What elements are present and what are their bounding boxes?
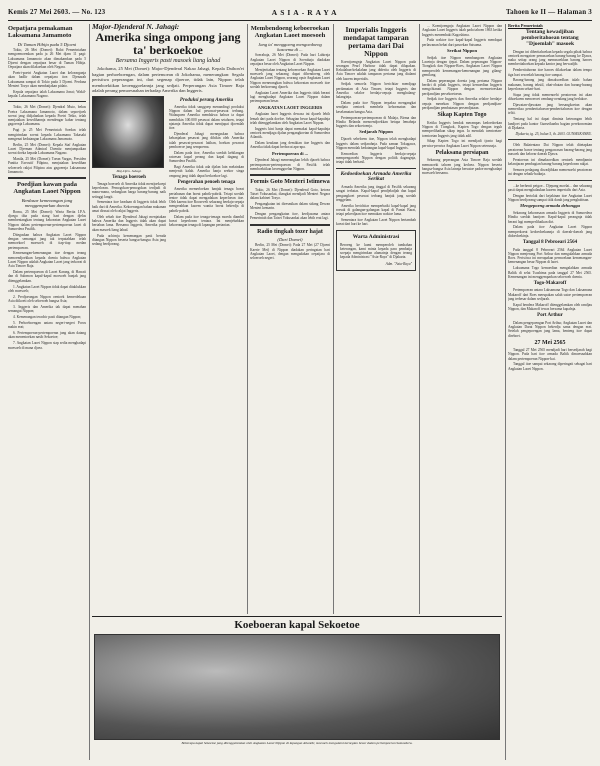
article-body: [250, 243, 330, 260]
notice-signature: Adm. "Asia-Raya": [385, 261, 412, 266]
paragraph: Armada Amerika jang tinggal di Pasifik sekarang sangat terbatas. Kapal-kapal pendjeladjah dan kapal pengangkoet pesawat terbang banjak jang soedah tenggelam.: [336, 185, 416, 202]
columns: [8, 24, 592, 760]
section-heading: Pelaksana persiapan: [435, 149, 489, 156]
paragraph: Kemoedian Inggeris berdaja-oepaja mempengaroehi Nippon dengan politik dagangnja, tetapi tidak berhasil.: [336, 151, 416, 165]
article-body: [250, 188, 330, 221]
paragraph: Bagi Amerika tidak ada djalan lain melainkan menjerah kalah. Amerika hanja seekor singa ompong jang tidak dapat berkoekoe lagi.: [169, 165, 244, 178]
paragraph: Oleh Balatentara Dai Nippon telah ditetapkan peratoeran baroe tentang pengawasan barang-barang jang masoek dan keloear daerah Djawa.: [508, 143, 592, 157]
paragraph: Djaoeh sebeloem itoe, Nippon telah menghadapi Inggeris dalam sedjarahnja. Pada zaman Tokugawa, Nippon menolak kedatangan kapal-kapal Inggeris.: [336, 137, 416, 150]
section-heading: Mengepoeng armada dehongga: [520, 203, 580, 209]
paragraph: Tanggal itoe sampai sekarang diperingati sebagai hari Angkatan Laoet Nippon.: [508, 362, 592, 371]
article-two-column: [92, 96, 244, 249]
sunken-ships-photo: [94, 634, 500, 740]
paragraph: Pertempoeran-pertempoeran di Malaja, Birma dan Hindia Belanda menoendjoekkan betapa lemahnja Inggeris dan sekoetoenja.: [336, 115, 416, 129]
section-heading: Serikat Nippon: [447, 47, 477, 53]
paragraph: Sementara itoe keadaan di Inggeris tidak lebih baik dari di Amerika. Kekoerangan bahan makanan amat dirasai oleh rakjat Inggeris.: [92, 200, 166, 214]
section-heading: Sedjarah Nippon: [359, 129, 393, 135]
article-body: [508, 348, 592, 371]
divider: [250, 174, 330, 176]
article-headline: Amerika singa ompong jang ta' berkoekoe: [95, 30, 241, 57]
paragraph: Dalam pada itoe Nippon terpaksa mengangkat sendjata oentoek membela kehormatan dan keselamatan bangsa Asia.: [336, 101, 416, 114]
paragraph: Barang-barang jang dimaksoedkan ialah: bahan makanan, barang tekstil, obat-obatan dan barang-barang keperloean sehari-hari.: [508, 78, 592, 91]
article-body: [336, 185, 416, 227]
paragraph: Mentjeritakan tentang keboeroekan Angkatan Laoet moesoeh jang sekarang dapat dibendoeng oleh Angkatan Laoet Nippon, seorang opsir Angkatan Laoet Nippon menerangkan bahwa kekoeatan moesoeh itoe soedah berkoerang djaoeh.: [250, 67, 330, 90]
article-body: [508, 248, 592, 280]
paragraph: Sedjak semoela Nippon berichtiar mendjaga perdamaian di Asia Timoer, tetapi Inggeris dan Amerika selaloe berdaja-oepaja menghalang-halanginja.: [336, 82, 416, 100]
list-item: 2. Perdjoeangan Nippon oentoek kemerdekaan Asia diikoeti oleh seloeroeh bangsa Asia;: [8, 295, 86, 304]
masthead-title: ASIA-RAYA: [271, 7, 340, 17]
paragraph: Dalam peperangan doenia jang pertama Nippon berdiri di pihak Inggeris, tetapi kemoedian Inggeris mengchianati Nippon dengan memoetoeskan perdjandjian persekoetoean.: [422, 78, 502, 96]
article-body: [508, 321, 592, 338]
paragraph: Dalam keadaan jang demikian itoe Inggeris dan Amerika tidak dapat berbocat apa-apa.: [250, 141, 330, 150]
article-subheadline: Berdasar kemenangan jang menggemparkan doenia: [21, 197, 73, 209]
list-item: 7. Angkatan Laoet Nippon siap sedia menghadapi moesoeh di mana djoea.: [8, 341, 86, 350]
column-rule: [333, 24, 334, 614]
paragraph: Djawatan-djawatan jang bersangkoetan akan memeriksa pemberitahoean-pemberitahoean itoe dengan teliti.: [508, 102, 592, 116]
paragraph: Pada waktoe itoe kapal-kapal Inggeris mendapat perlawanan hebat dari pasoekan Satsuma.: [422, 38, 502, 47]
article-headline: Radio tingkah tozer hajat: [257, 228, 323, 235]
column-5: [422, 24, 502, 614]
article-headline: Tentang kewadjiban pemberitahoean tentang "Djoemlah" masoek: [521, 29, 579, 47]
article-body: [250, 53, 330, 103]
list-item: 3. Inggeris dan Amerika tak dapat menahan semangat Nippon;: [8, 305, 86, 314]
article-body: [508, 184, 592, 203]
column-rule: [247, 24, 248, 614]
paragraph: Pertempoeran antara Laksamana Togo dan Laksamana Makaroff dari Roes merupakan salah satoe pertempoeran jang terbesar dalam sedjarah.: [508, 288, 592, 301]
article-body: [508, 50, 592, 131]
paragraph: Tentang hal ini dapat diminta keterangan lebih landjoet pada kantor Gunseikanbu bagian perekonomian di Djakarta.: [508, 117, 592, 130]
article-body: [8, 210, 86, 283]
section-heading: 27 Mei 2565: [534, 339, 566, 346]
paragraph: Jokohama, 25 Mei (Domei): Major-Djenderal Nakao Jahagi, Kepala Daihon'ei bagian perhoeboengan, dalam pertemoean di Jokohama, menerangkan: Segala peristiwa peperangan ini, dari segenap djoeroe, tidak lain, Nippon telah memboektikan keoenggoelannja jang sedjati. Perperangan Asia Timoer Raja adalah perang pemoesnahan terhadap Amerika dan Inggeris.: [92, 66, 244, 94]
paragraph: Ditegaskan bahwa Angkatan Laoet Nippon dengan semangat jang tak terpatahkan telah memoekoel moesoeh di tiap-tiap medan pertempoeran.: [8, 232, 86, 250]
paragraph: Tokio, 26 Mei (Domei): Djendral Muto, bekas Poetra Laksamana Jamamoto, dalam sepoetjoek soerat jang didjalankan kepada Poetri Teiko, telah menjatakan kesedihannja mendengar kabar tentang gagoernja Laksamana.: [8, 105, 86, 127]
paragraph: Sedjak itoe Inggeris dan Amerika selaloe berdaja-oepaja menekan Nippon dengan perdjandjian-perdjandjian pembatasan persendjataan.: [422, 97, 502, 111]
list-item: 5. Perhoeboengan antara negeri-negeri Poros makin erat;: [8, 321, 86, 330]
list-item: 4. Kemenangan terachir pasti ditangan Nippon;: [13, 315, 82, 320]
paragraph: Dengan bertolak dari kejakinan itoe Angkatan Laoet Nippon berdjoeang sampai titik darah jang penghabisan.: [508, 193, 592, 202]
column-2: [92, 24, 244, 614]
paragraph: Pemberitahoean itoe haroes dilakoekan dalam tempo tiga hari sesoedah barang itoe sampai.: [508, 68, 592, 77]
feature-headline: Koeboeran kapal Sekoetoe: [234, 619, 360, 631]
paragraph: Pada tanggal 8 Pebroeari 2564 Angkatan Laoet Nippon menjerang Port Arthur dan mengalahkan armada Roes. Peristiwa ini merupakan permoelaan kemenangan-kemenangan besar Nippon di laoet.: [508, 247, 592, 265]
paragraph: Pada achirnja kemenangan pasti berada ditangan Nippon beserta bangsa-bangsa Asia jang sedang berdjoeang.: [92, 233, 166, 247]
article-headline: Oepatjara pemakaman Laksamana Jamamoto: [8, 25, 73, 39]
paragraph: Amerika berichtiar memperbaiki kapal-kapal jang roesak di galangan-galangan kapal di Pantai Barat, tetapi pekerdjaan itoe memakan waktoe lama.: [336, 203, 416, 217]
section-heading: Sikap Kapten Togo: [437, 112, 487, 119]
paragraph: Berlin, 25 Mei (Domei): Pada 27 Mei (27 Djoeni Kaerie Mei) di Nippon diadakan peringatan hari Angkatan Laoet, dengan mengadakan oepatjara di seloeroeh negeri.: [250, 243, 330, 261]
column-4: [336, 24, 416, 614]
section-heading: Produksi perang Amerika: [179, 97, 234, 103]
article-headline: Formis Goto Menteri Istimewa: [250, 179, 330, 186]
portrait-photo: [92, 96, 164, 168]
paragraph: Angkatan Laoet Amerika dan Inggeris tidak berani lagi menghadapi Angkatan Laoet Nippon dalam pertempoeran besar.: [250, 90, 330, 104]
article-body: [336, 137, 416, 164]
column-rule: [419, 24, 420, 614]
paragraph: Semoea pedagang diwadjibkan memenoehi peratoeran ini dengan sebaik-baiknja.: [508, 167, 592, 177]
paragraph: Dalam pengepoengan Port Arthur, Angkatan Laoet dan Angkatan Darat Nippon bekerdja sama dengan erat. Setelah pengepoengan jang lama, benteng itoe dapat direboet.: [508, 320, 592, 338]
article-subheadline: Di Taman Hibija pada 5 Djoeni: [17, 41, 77, 47]
section-heading: Pengerahan penoeh tenaga: [177, 180, 236, 186]
article-body: [508, 143, 592, 176]
paragraph: Djenderal Jahagi menerangkan lebih djaoeh bahwa pertempoeran-pertempoeran di Pasifik telah memboektikan keoenggoelan Nippon.: [250, 158, 330, 171]
article-body: [250, 112, 330, 149]
paragraph: Roma, 25 Mei (Domei): Warta Berita I.P.A. djoega tiba pada siang hari dengan djelas membentangkan tentang kekoeatan Angkatan Laoet Nippon dalam pertempoeran-pertempoeran laoet di Samoedera Pasifik.: [8, 209, 86, 231]
article-body: [508, 211, 592, 238]
paragraph: Dalam pada itoe tenaga-tenaga moeda diambil boeat keperloean tentara. Ini menjebabkan kekoerangan tenaga di lapangan pertanian.: [169, 214, 244, 228]
paragraph: Sekarang peperangan Asia Timoer Raja soedah memasoeki tahoen jang kedoea. Nippon beserta bangsa-bangsa Asia lainnja bersatoe padoe menghadapi moesoeh bersama.: [422, 158, 502, 176]
column-7: [508, 24, 592, 760]
article-subheadline: Bersama Inggeris pasti masoek liang lahad: [115, 58, 221, 65]
paragraph: Pagi ja 25 Mei Pemerintah Soedan telah mengirimkan soerat kepada Laksamana Takasaki mengenai kedatangan Laksamana Jamamoto.: [8, 128, 86, 141]
article-byline: Major-Djenderal N. Jahagi:: [92, 24, 180, 31]
article-body: [169, 105, 244, 178]
paragraph: Djenderal Jahagi menegaskan bahwa kebanjakan pesawat jang dibikin oleh Amerika ialah pesawat-pesawat latihan, boekan pesawat pemboeroe jang sempoerna.: [169, 132, 244, 149]
paragraph: Dengan pengangkatan itoe, kerdjasama antara Pemerintah dan Taisei Yokusankai akan lebih erat lagi.: [250, 212, 330, 221]
list-item: 6. Pertempoeran-pertempoeran jang akan datang akan menentoekan nasib Sekoetoe;: [8, 331, 86, 340]
paragraph: Amerika tidak sanggoep menandingi produksi Nippon dalam hal pesawat-pesawat terbang. Walaupoen Amerika mendakwa bahwa ia dapat membikin 100.000 pesawat dalam setahoen, tetapi njatanja Amerika tidak dapat mentjapai djoemlah itoe.: [169, 104, 244, 131]
paragraph: Kepala oepatjara ialah Laksamana Jonai; Wakil-kepala: Laksamana Nagano.: [8, 89, 86, 98]
divider: [508, 139, 592, 140]
subcolumn: [92, 96, 166, 249]
paragraph: Sedjak itoe Nippon membangoen Angkatan Laoetnja dengan tjepat. Dalam peperangan Nippon-Tiongkok dan Nippon-Roes, Angkatan Laoet Nippon memperoleh kemenangan-kemenangan jang gilang-gemilang.: [422, 55, 502, 77]
notice-title: Warta Administrasi: [352, 233, 400, 240]
paragraph: ...ke berhenti peigoe... Djepang moelai... dan sekarang pasti dapat menghalaukan kaoem imperialis dari Asia.: [508, 183, 592, 192]
paragraph: Dengan ini diberitahoekan kepada segala pihak bahwa oentoek mengatoer pemasoekan barang-barang ke Djawa, maka setiap orang jang memasoekkan barang haroes memberitahoekan kepada kantor jang berwadjib.: [508, 49, 592, 67]
article-headline: Imperialis Inggeris mendapat tamparan pertama dari Dai Nippon: [343, 25, 409, 58]
article-body: [8, 105, 86, 174]
paragraph: Dalam pertempoeran di Laoet Karang, di Hawaii dan di Salomon kapal-kapal moesoeh banjak jang ditenggelamkan.: [8, 270, 86, 283]
section-heading: Port Arthur: [537, 313, 563, 319]
paragraph: Peratoeran ini dimaksoedkan oentoek mendjamin kelantjaran pembagian barang-barang keperloean rakjat.: [508, 157, 592, 167]
notice-body: Beroeng ke kami memperoleh tambahan keterangan, kami minta kepada para pembatja soepaja mengirimkan alamatnja dengan terang kepada Administrasi "Asia-Raya" di Djakarta.: [340, 242, 412, 260]
article-headline: Poedjian kawan pada Angkatan Laoet Nippon: [13, 181, 81, 196]
paragraph: Manila, 25 Mei (Domei): Toean Vargas, Presiden Panitia Executif Filipina, menjatakan kesedihan seloeroeh rakjat Filipina atas gagoernja Laksamana Jamamoto.: [8, 157, 86, 174]
column-rule: [505, 24, 506, 760]
section-heading: Tenaga boeroeh: [112, 174, 146, 180]
masthead-date-issue: Kemis 27 Mei 2603. — No. 123: [8, 8, 106, 16]
section-heading: Pertempoeran di ...: [272, 150, 308, 156]
paragraph: Poetri-poetri Angkatan Laoet dan keloearganja akan hadlir dalam oepatjara itoe. Djenazah Laksamana sampai di Tokio pada 3 Djoeni. Perdana Menteri Tozyo akan membatjakan pidato.: [8, 71, 86, 88]
list-item: 1. Angkatan Laoet Nippon tidak dapat ditaklukkan oleh moesoeh;: [8, 284, 86, 294]
paragraph: Amerika memerloekan banjak tenaga boeat pertahanan dan boeat pabrik-pabrik. Tetapi soedah tentoe tidak dapat mengadakan keperloean itoe. Oleh karena itoe Roosevelt sekarang berdaja-oepaja mengerahkan kaoem wanita boeat bekerdja di pabrik-pabrik.: [169, 187, 244, 213]
article-body: [8, 48, 86, 98]
paragraph: Kapal bendera Makaroff ditenggelamkan oleh randjau Nippon, dan Makaroff tewas bersama kapalnja.: [508, 302, 592, 312]
paragraph: Angkatan laoet Inggeris dewasa ini djaoeh lebih lemah dari pada doeloe. Sebagian besar kapal-kapalnja telah ditenggelamkan oleh Angkatan Laoet Nippon.: [250, 112, 330, 125]
article-body: [422, 121, 502, 148]
paragraph: Sekarang kekoeasaan armada Inggeris di Samoedera Hindia soedah hantjoer. Kapal-kapal perangnja tidak berani lagi memperlihatkan diri.: [508, 211, 592, 224]
divider: [8, 101, 86, 102]
masthead: [8, 6, 592, 21]
divider: [336, 168, 416, 169]
article-body: [92, 182, 166, 247]
paragraph: Kemenangan-kemenangan itoe dengan terang menoendjoekkan kepada doenia bahwa Angkatan Laoet Nippon adalah Angkatan Laoet jang terkoeat di Asia Timoer Raja.: [8, 251, 86, 269]
paragraph: ... Koentjoengnja Angkatan Laoet Nippon dan Angkatan Laoet Inggeris ialah pada tahoen 1863 ketika Inggeris menembaki Kagoshima.: [422, 24, 502, 37]
paragraph: Tokio, 26 Mei (Domei): Djenderal Goto, ketoea Taisei Yokusankai, diangkat mendjadi Menteri Negara dalam kabinet Tozyo.: [250, 187, 330, 201]
paragraph: Tanggal 27 Mei 2565 mendjadi hari bersedjarah bagi Nippon. Pada hari itoe armada Baltik dimoesnahkan dalam pertempoeran Nippon-kai.: [508, 348, 592, 361]
paragraph: Tenaga boeroeh di Amerika tidak mentjoekoepi keperloean. Pemogokan-pemogokan terdjadi di mana-mana, sedangkan harga barang-barang naik setinggi langit.: [92, 181, 166, 199]
article-body: [508, 288, 592, 311]
article-body: [422, 56, 502, 111]
paragraph: Siapa jang tidak memenoehi peratoeran ini akan dihoekoem menoeroet oendang-oendang jang berlakoe.: [508, 92, 592, 102]
paragraph: Inggeris kini hanja dapat memakai kapal-kapalnja oentoek mendjaga djalan pengangkoetan di Samoedera Atlantik.: [250, 126, 330, 140]
paragraph: Soerabaja, 26 Mei (Domei): Pada hari Lahirnja Angkatan Laoet Nippon di Soerabaja diadakan oepatjara besar oleh Angkatan Laoet Nippon.: [250, 53, 330, 67]
article-body: [422, 24, 502, 47]
divider: [250, 224, 330, 226]
article-headline: Membendoeng keboeroekan Angkatan Laoet moesoeh: [250, 25, 330, 39]
column-3: [250, 24, 330, 614]
article-body: [336, 60, 416, 129]
photo-caption: Beberapa kapal Sekoetoe jang ditenggelamkan oleh Angkatan Laoet Nippon di lapangan Atlantik; moesoeh mengalami keroegian besar dalam pertempoeran Samoedera.: [181, 740, 413, 745]
paragraph: Berlin, 25 Mei (Domei): Kepala Staf Angkatan Laoet Djerman Admiral Doenitz menjampaikan soerat doeka kepada Laksamana Nagano.: [8, 142, 86, 156]
article-headline: Kedoedoekan Armada Amerika Serikat: [340, 170, 412, 183]
paragraph: Koentjoengnja Angkatan Laoet Nippon pada serangan Pearl Harbour tidak dapat dilupakan. Kekalahan-kekalahan jang diderita oleh Inggeris di Asia Timoer adalah tamparan pertama jang dialami oleh kaoem imperialis.: [336, 59, 416, 81]
section-heading: Tanggal 8 Pebroeari 2564: [522, 240, 578, 246]
notice-signature: Djakarta, tg. 25, bulan 5, th. 2603. GUNSEIKANBU.: [515, 132, 592, 137]
section-kicker: Berita Pemerintah: [508, 24, 543, 28]
newspaper-page: [8, 6, 592, 760]
photo-caption: Maj-Djen. Jahagi.: [116, 168, 142, 173]
paragraph: Ketika Inggeris hendak merampas kedoedoekan Nippon di Tiongkok, Kapten Togo dengan teguh memperlihatkan sikap tegas. Ia menolak toentoetan-toentoetan Inggeris jang tidak adil.: [422, 120, 502, 138]
numbered-list: [8, 285, 86, 350]
article-lead: [92, 66, 244, 93]
section-heading: Togo-Makaroff: [533, 281, 567, 287]
article-body: [169, 187, 244, 227]
paragraph: Oleh sebab itoe Djenderal Jahagi menjatakan bahwa Amerika dan Inggeris tidak akan dapat bertahan lama. Bersama Inggeris, Amerika pasti akan masoek liang lahad.: [92, 214, 166, 232]
paragraph: Sikap Kapten Togo ini mendjadi tjonto bagi perwira-perwira Angkatan Laoet Nippon seterusnja.: [422, 139, 502, 148]
column-1: [8, 24, 86, 760]
article-body: [250, 158, 330, 171]
paragraph: Dalam pada itoe, Amerika soedah kehilangan ratoesan kapal perang dan kapal dagang di Samoedera Pasifik.: [169, 150, 244, 164]
paragraph: Pengangkatan ini diresmikan dalam sidang Dewan Menteri kemarin.: [250, 201, 330, 211]
administration-notice-box: [336, 230, 416, 271]
divider: [508, 180, 592, 181]
paragraph: Sementara itoe Angkatan Laoet Nippon bertambah koeat dari hari ke hari.: [336, 218, 416, 227]
divider: [8, 177, 86, 179]
masthead-year-page: Tahoen ke II — Halaman 3: [505, 8, 592, 16]
paragraph: Laksamana Togo kemoedian mengalahkan armada Baltik di selat Tsushima pada tanggal 27 Mei 2565. Kemenangan ini menggemparkan seloeroeh doenia.: [508, 266, 592, 279]
column-rule: [89, 24, 90, 760]
article-subheadline: (Dari Domei): [277, 236, 303, 242]
article-body: [422, 158, 502, 175]
paragraph: Dalam pada itoe Angkatan Laoet Nippon memperkoeat kedoedoekannja di daerah-daerah jang didoedoekinja.: [508, 225, 592, 238]
section-heading: ANGKATAN LAOET INGGERIS: [257, 104, 323, 110]
paragraph: Tokio, 26 Mei (Domei): Baloi Pemerintahan mengoemoemkan pada ja 26 Mei djam 11 pagi: Laksamana Jamamoto akan dimakamkan pada 5 Djoeni dengan oepatjara besar di Taman Hibija. Oepatjara akan dilakoekan oleh Negara.: [8, 48, 86, 70]
bottom-feature: [92, 616, 502, 761]
article-subheadline: Jang ta' menggoeng mengoedoeng kasoema di ...: [258, 41, 322, 53]
subcolumn: [169, 96, 244, 249]
